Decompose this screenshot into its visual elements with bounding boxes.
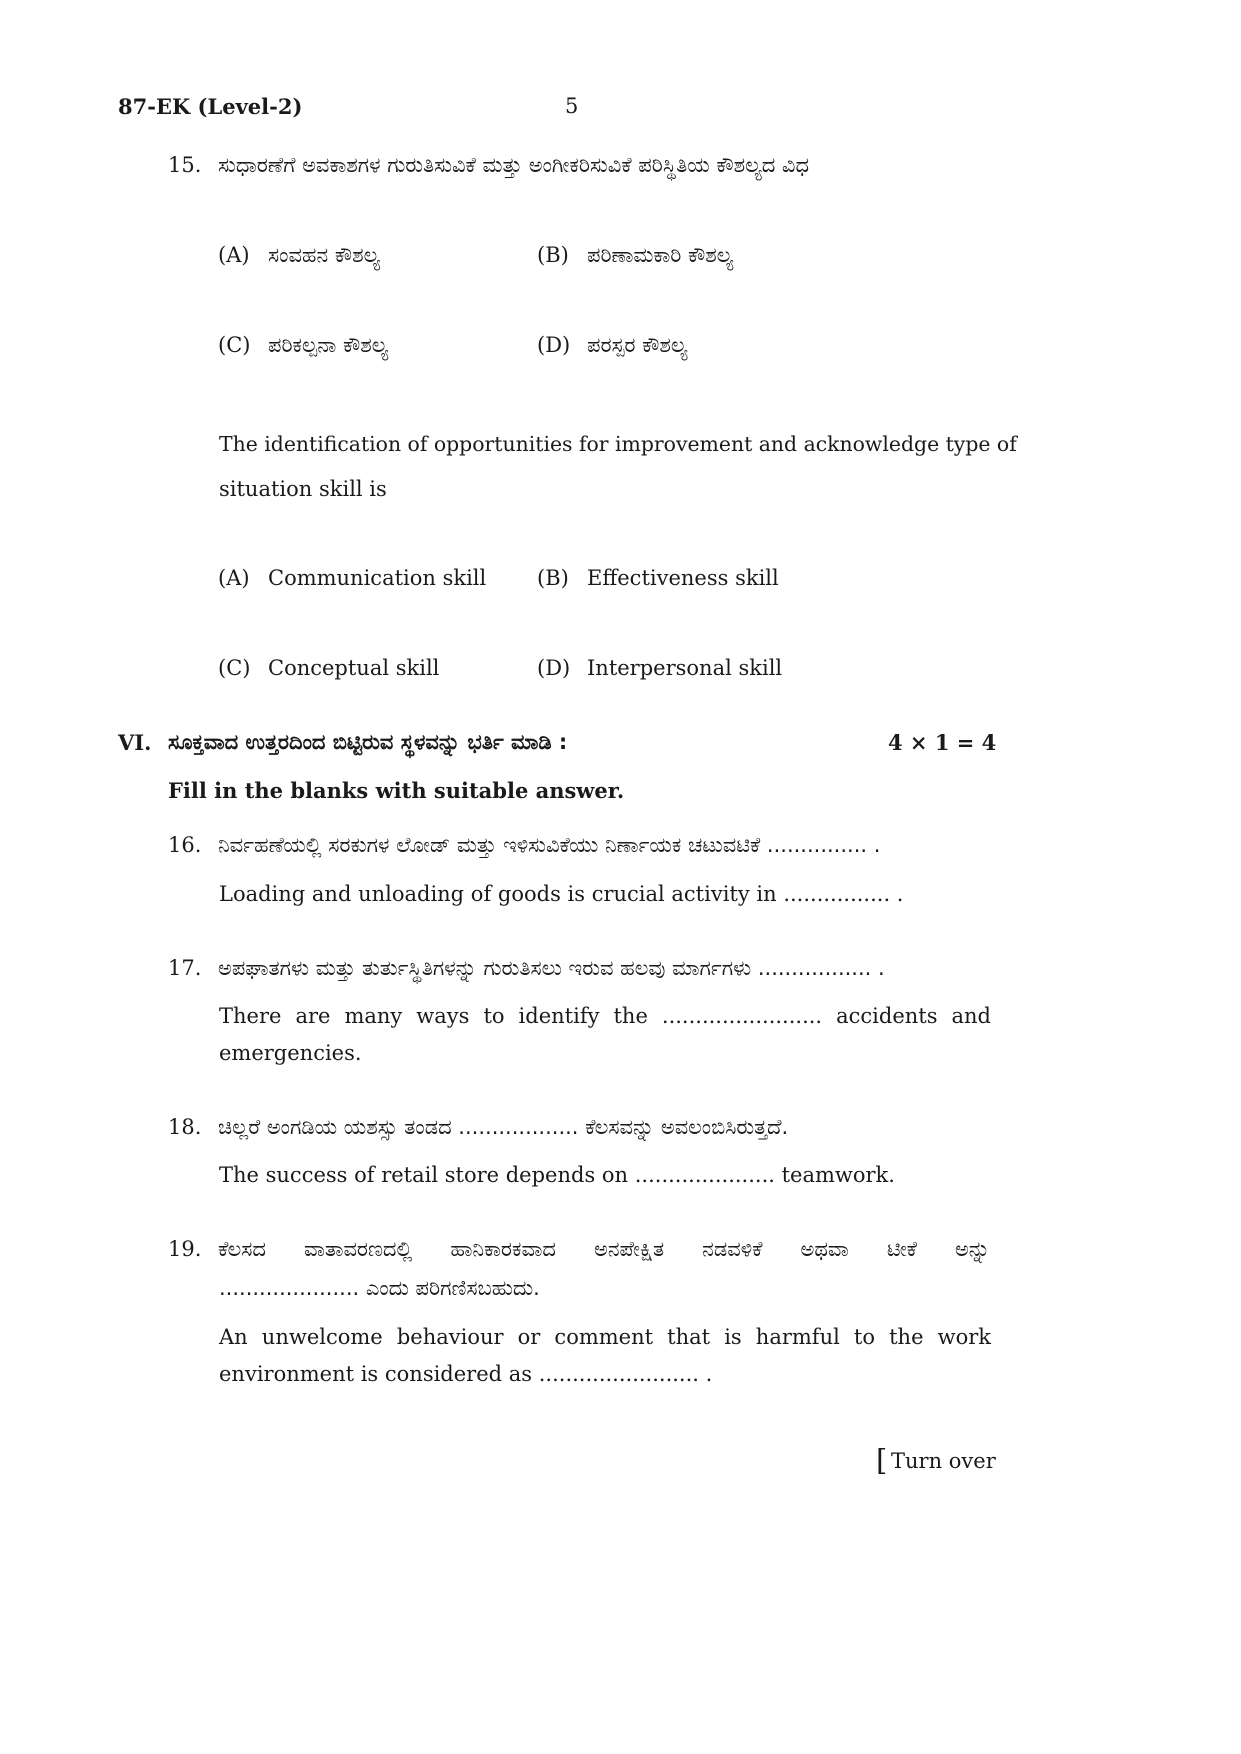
section-marks: 4 × 1 = 4 (888, 730, 997, 755)
q16-kannada: ನಿರ್ವಹಣೆಯಲ್ಲಿ ಸರಕುಗಳ ಲೋಡ್ ಮತ್ತು ಇಳಿಸುವಿಕೆಯು ನಿರ್ಣಾಯಕ ಚಟುವಟಿಕೆ ............... . (218, 833, 881, 857)
page-number: 5 (565, 94, 579, 118)
q15-number: 15. (168, 153, 202, 177)
q19-number: 19. (168, 1237, 202, 1261)
q15-en-option-b: Effectiveness skill (587, 566, 779, 590)
q17-number: 17. (168, 956, 202, 980)
q16-english: Loading and unloading of goods is crucial activity in ................ . (219, 882, 904, 906)
q15-en-option-c-label: (C) (218, 656, 251, 680)
section-english-heading: Fill in the blanks with suitable answer. (168, 778, 625, 803)
q15-kn-option-d-label: (D) (537, 333, 571, 357)
q15-kn-option-b: ಪರಿಣಾಮಕಾರಿ ಕೌಶಲ್ಯ (587, 243, 734, 267)
q15-english-question-line1: The identification of opportunities for improvement and acknowledge type of (219, 432, 1017, 456)
turn-over-text: Turn over (891, 1449, 996, 1473)
q18-kannada: ಚಿಲ್ಲರೆ ಅಂಗಡಿಯ ಯಶಸ್ಸು ತಂಡದ .................. ಕೆಲಸವನ್ನು ಅವಲಂಬಿಸಿರುತ್ತದೆ. (218, 1115, 789, 1139)
q15-en-option-d: Interpersonal skill (587, 656, 783, 680)
q16-number: 16. (168, 833, 202, 857)
q15-en-option-a-label: (A) (218, 566, 250, 590)
q15-kn-option-c-label: (C) (218, 333, 251, 357)
q15-en-option-d-label: (D) (537, 656, 571, 680)
q18-number: 18. (168, 1115, 202, 1139)
q15-en-option-a: Communication skill (268, 566, 487, 590)
section-number: VI. (118, 730, 152, 755)
turn-over-bracket: [ (876, 1443, 888, 1477)
q17-kannada: ಅಪಘಾತಗಳು ಮತ್ತು ತುರ್ತುಸ್ಥಿತಿಗಳನ್ನು ಗುರುತಿಸಲು ಇರುವ ಹಲವು ಮಾರ್ಗಗಳು ................. . (218, 956, 885, 980)
q15-kn-option-b-label: (B) (537, 243, 569, 267)
section-kannada-heading: ಸೂಕ್ತವಾದ ಉತ್ತರದಿಂದ ಬಿಟ್ಟಿರುವ ಸ್ಥಳವನ್ನು ಭರ್ತಿ ಮಾಡಿ : (168, 730, 568, 754)
q19-kannada-line2: ..................... ಎಂದು ಪರಿಗಣಿಸಬಹುದು. (219, 1276, 540, 1300)
paper-code: 87-EK (Level-2) (118, 94, 303, 119)
q15-kn-option-d: ಪರಸ್ಪರ ಕೌಶಲ್ಯ (587, 333, 688, 357)
q15-kannada-question: ಸುಧಾರಣೆಗೆ ಅವಕಾಶಗಳ ಗುರುತಿಸುವಿಕೆ ಮತ್ತು ಅಂಗೀಕರಿಸುವಿಕೆ ಪರಿಸ್ಥಿತಿಯ ಕೌಶಲ್ಯದ ವಿಧ (218, 153, 810, 177)
q19-kannada-line1: ಕೆಲಸದ ವಾತಾವರಣದಲ್ಲಿ ಹಾನಿಕಾರಕವಾದ ಅನಪೇಕ್ಷಿತ ನಡವಳಿಕೆ ಅಥವಾ ಟೀಕೆ ಅನ್ನು (218, 1237, 990, 1261)
q15-kn-option-c: ಪರಿಕಲ್ಪನಾ ಕೌಶಲ್ಯ (268, 333, 389, 357)
q18-english: The success of retail store depends on ..................... teamwork. (219, 1163, 895, 1187)
q15-en-option-c: Conceptual skill (268, 656, 440, 680)
q19-english-line2: environment is considered as ........................ . (219, 1362, 713, 1386)
q17-english-line2: emergencies. (219, 1041, 362, 1065)
q15-en-option-b-label: (B) (537, 566, 569, 590)
q15-english-question-line2: situation skill is (219, 477, 387, 501)
q17-english-line1: There are many ways to identify the ........................ accidents and (219, 1004, 991, 1028)
q15-kn-option-a: ಸಂವಹನ ಕೌಶಲ್ಯ (268, 243, 381, 267)
q15-kn-option-a-label: (A) (218, 243, 250, 267)
q19-english-line1: An unwelcome behaviour or comment that is harmful to the work (219, 1325, 991, 1349)
